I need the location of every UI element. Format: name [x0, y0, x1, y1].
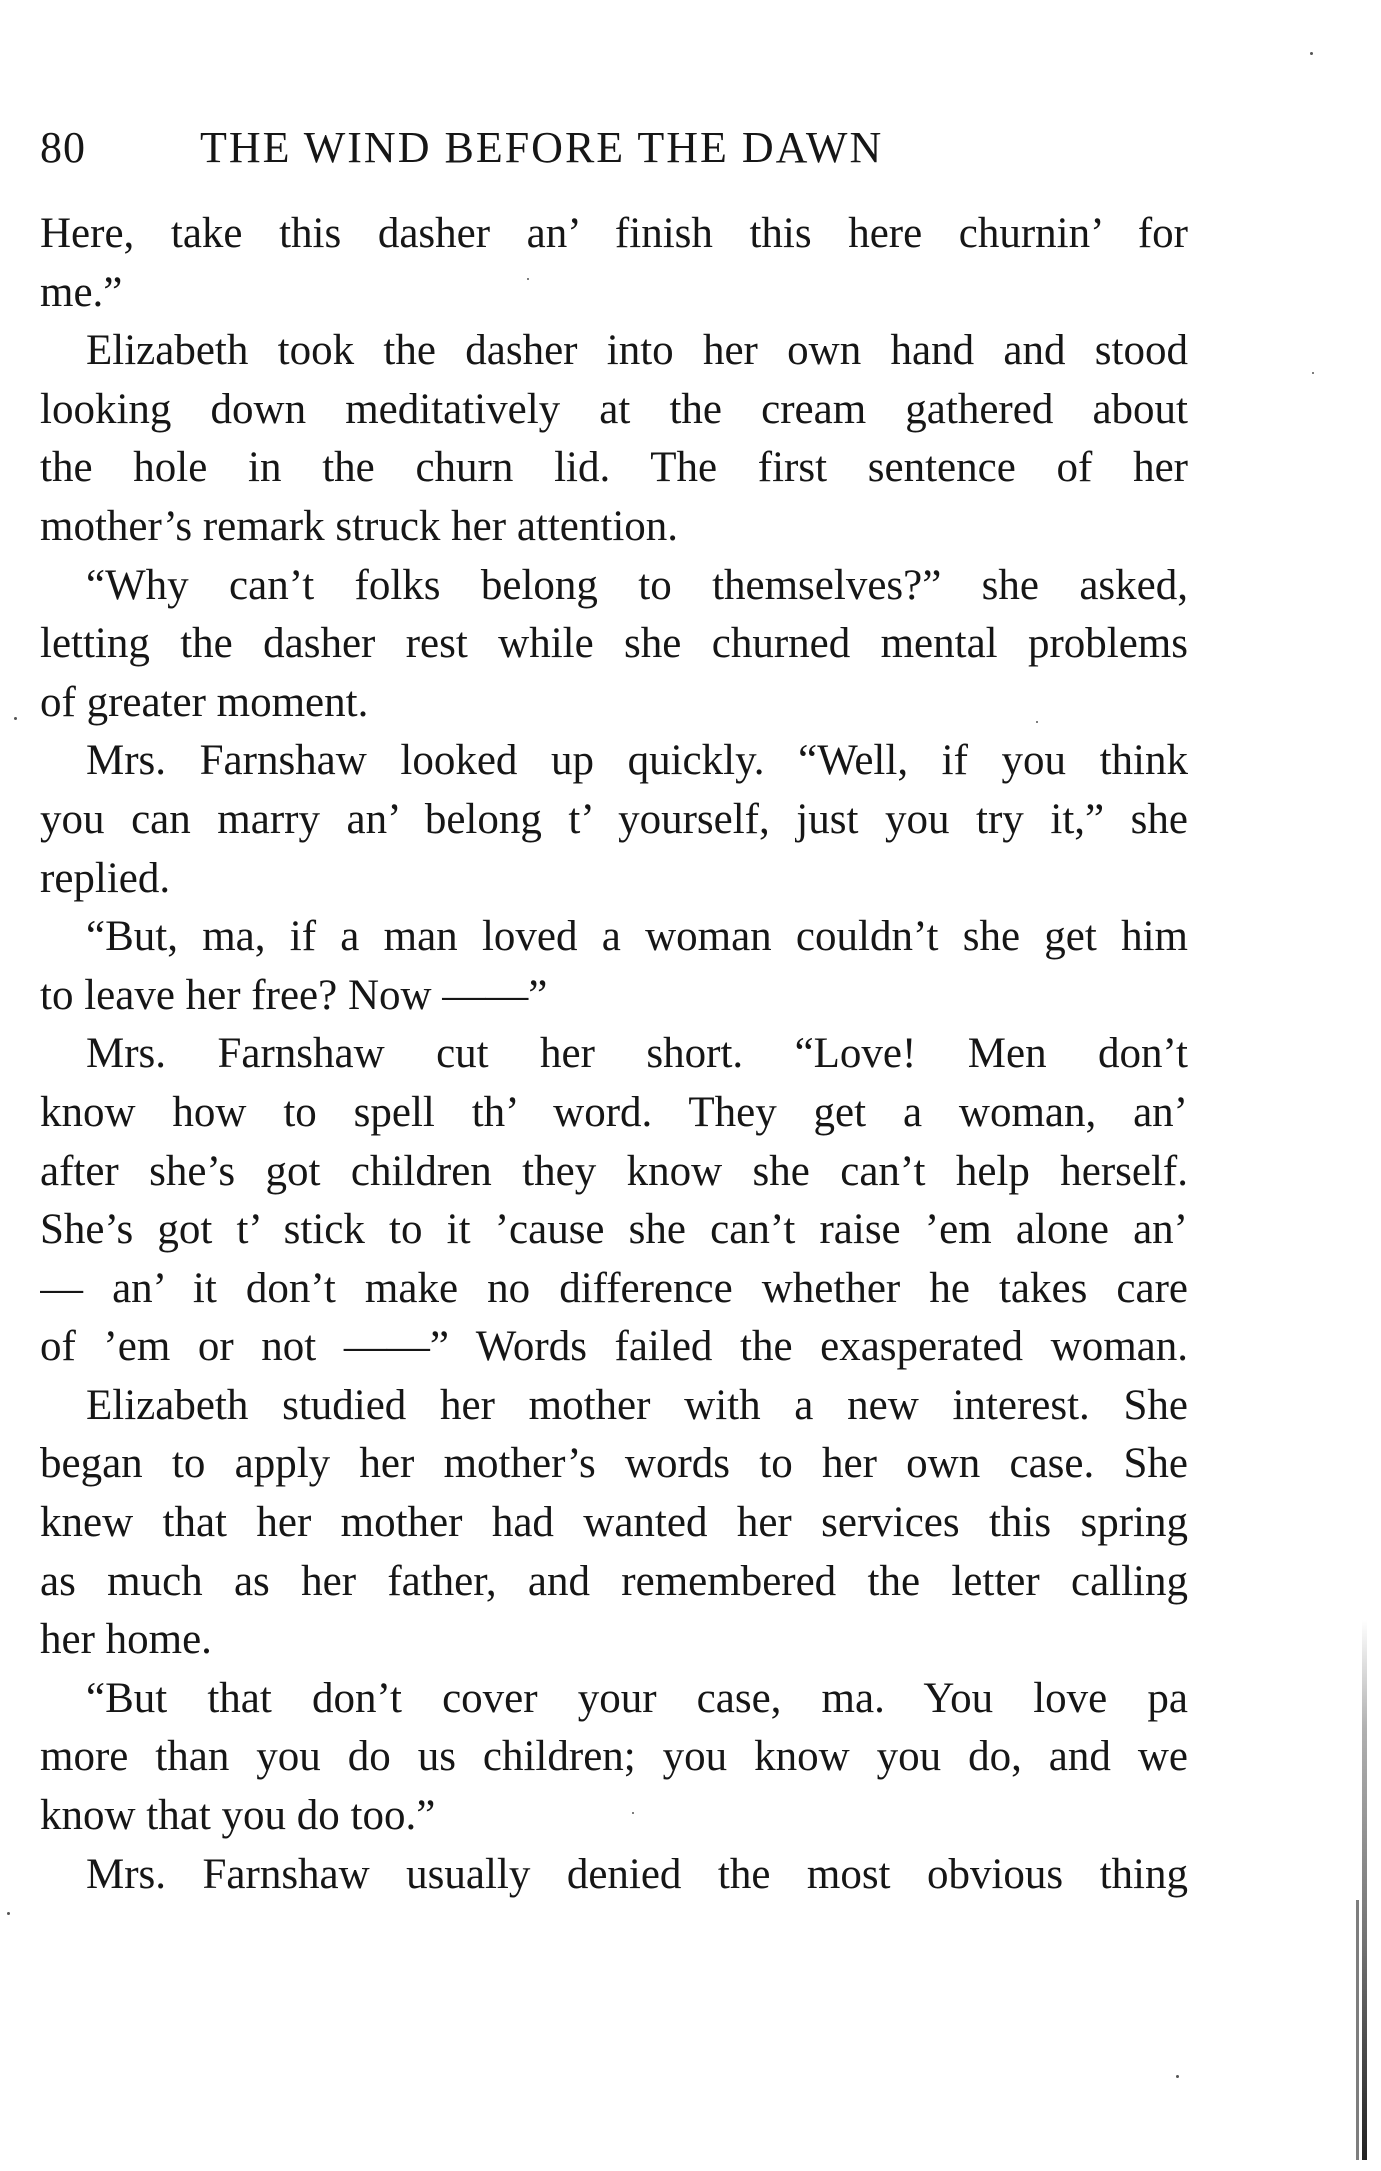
text-line	[40, 1143, 1188, 1202]
text-line	[40, 322, 1188, 381]
text-line-content: Elizabeth studied her mother with a new interest. She	[86, 1381, 1188, 1429]
text-line	[40, 615, 1188, 674]
text-line	[40, 1553, 1188, 1612]
text-line	[40, 1377, 1188, 1436]
book-title: THE WIND BEFORE THE DAWN	[200, 123, 884, 172]
paper-speck	[1312, 372, 1314, 374]
text-line	[40, 1670, 1188, 1729]
page-number: 80	[40, 123, 86, 172]
text-line-content: She’s got t’ stick to it ’cause she can’t raise ’em alone an’	[40, 1206, 1188, 1254]
text-line	[40, 791, 1188, 850]
text-line-content: began to apply her mother’s words to her own case. She	[40, 1440, 1188, 1488]
text-line-content: me.”	[40, 268, 123, 316]
text-line-content: “But that don’t cover your case, ma. You love pa	[86, 1674, 1188, 1722]
text-line	[40, 381, 1188, 440]
text-line-content: after she’s got children they know she can’t help herself.	[40, 1147, 1188, 1195]
text-line-content: the hole in the churn lid. The first sentence of her	[40, 444, 1188, 492]
text-line-content: looking down meditatively at the cream gathered about	[40, 385, 1188, 433]
text-line	[40, 850, 1188, 909]
text-line-content: “Why can’t folks belong to themselves?” she asked,	[86, 561, 1188, 609]
text-line-content: “But, ma, if a man loved a woman couldn’t she get him	[86, 913, 1188, 961]
text-line	[40, 557, 1188, 616]
text-line-content: of ’em or not ——” Words failed the exasperated woman.	[40, 1323, 1188, 1371]
text-line	[40, 1494, 1188, 1553]
text-line-content: replied.	[40, 854, 171, 902]
paper-speck	[527, 278, 529, 280]
text-line-content: mother’s remark struck her attention.	[40, 502, 679, 550]
text-line-content: to leave her free? Now ——”	[40, 971, 548, 1019]
text-line	[40, 674, 1188, 733]
text-line	[40, 1728, 1188, 1787]
text-line-content: Here, take this dasher an’ finish this here churnin’ for	[40, 210, 1188, 257]
text-line	[40, 908, 1188, 967]
text-line-content: letting the dasher rest while she churned mental problems	[40, 620, 1188, 668]
text-line	[40, 1846, 1188, 1905]
text-line	[40, 439, 1188, 498]
text-line-content: as much as her father, and remembered the letter calling	[40, 1557, 1188, 1605]
text-line	[40, 1084, 1188, 1143]
text-line-content: her home.	[40, 1616, 212, 1664]
body-text	[40, 205, 1188, 1904]
text-line-content: Mrs. Farnshaw usually denied the most obvious thing	[86, 1850, 1188, 1898]
text-line-content: knew that her mother had wanted her services this spring	[40, 1499, 1188, 1547]
text-line	[40, 1025, 1188, 1084]
text-line	[40, 1201, 1188, 1260]
text-line-content: of greater moment.	[40, 678, 369, 726]
text-line-content: more than you do us children; you know you do, and we	[40, 1733, 1188, 1781]
text-line-content: know how to spell th’ word. They get a woman, an’	[40, 1088, 1188, 1136]
text-line-content: — an’ it don’t make no difference whether he takes care	[40, 1264, 1188, 1312]
text-line	[40, 1611, 1188, 1670]
text-line	[40, 264, 1188, 323]
text-line	[40, 1787, 1188, 1846]
text-line	[40, 1435, 1188, 1494]
paper-speck	[14, 717, 17, 720]
paper-speck	[1036, 721, 1038, 723]
text-line-content: Mrs. Farnshaw cut her short. “Love! Men don’t	[86, 1030, 1188, 1078]
text-line-content: Elizabeth took the dasher into her own hand and stood	[86, 327, 1188, 375]
paper-speck	[632, 1812, 634, 1814]
page-edge-shadow	[1362, 1620, 1367, 2160]
text-line	[40, 1318, 1188, 1377]
text-line-content: know that you do too.”	[40, 1792, 436, 1840]
text-line	[40, 1260, 1188, 1319]
text-line	[40, 732, 1188, 791]
text-line	[40, 498, 1188, 557]
text-line	[40, 205, 1188, 264]
paper-speck	[1176, 2075, 1179, 2078]
text-line	[40, 967, 1188, 1026]
paper-speck	[7, 1912, 10, 1915]
running-head	[40, 118, 1190, 178]
paper-speck	[1310, 52, 1313, 55]
text-line-content: you can marry an’ belong t’ yourself, just you try it,” she	[40, 795, 1188, 843]
text-line-content: Mrs. Farnshaw looked up quickly. “Well, if you think	[86, 737, 1188, 785]
page-edge-shadow	[1356, 1900, 1359, 2160]
